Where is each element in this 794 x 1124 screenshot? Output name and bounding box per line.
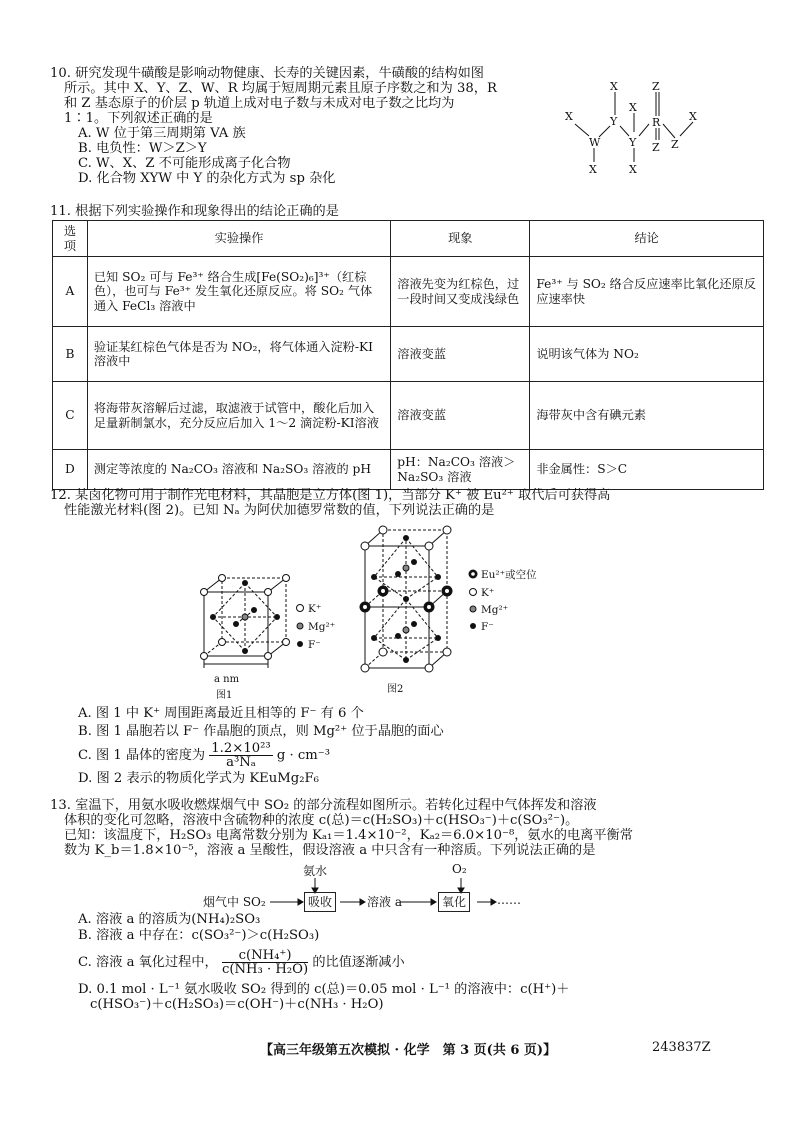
q10-option-c: C. W、X、Z 不可能形成离子化合物 [78,156,291,171]
q13-option-c [50,949,750,976]
q13-ratio-denominator: c(NH₃ · H₂O) [221,962,309,977]
row-d-label: D [53,450,88,490]
mol-w: W [589,136,601,149]
mol-z-3: Z [671,138,679,151]
mol-z-2: Z [652,141,660,154]
table-row [53,257,764,327]
table-header-row [53,221,764,257]
q13-option-d-line-1: D. 0.1 mol · L⁻¹ 氨水吸收 SO₂ 得到的 c(总)＝0.05 mol · L⁻¹ 的溶液中：c(H⁺)＋ [78,982,570,997]
q13-line-3: 已知：该温度下，H₂SO₃ 电离常数分别为 Kₐ₁＝1.4×10⁻²，Kₐ₂＝6.0×10⁻⁸，氨水的电离平衡常 [64,828,633,843]
table-header-option: 选项 [53,221,88,257]
q13-ratio-numerator: c(NH₄⁺) [222,949,308,963]
fig1-legend-mg: Mg²⁺ [308,621,336,633]
mol-x-5: X [629,163,637,176]
q13-line-4: 数为 K_b＝1.8×10⁻⁵，溶液 a 呈酸性，假设溶液 a 中只含有一种溶质。下列说法正确的是 [64,843,596,858]
q12-option-a: A. 图 1 中 K⁺ 周围距离最近且相等的 F⁻ 有 6 个 [78,706,364,721]
q12-line-1: 12. 某卤化物可用于制作光电材料，其晶胞是立方体(图 1)，当部分 K⁺ 被 Eu²⁺ 取代后可获得高 [50,488,611,503]
q12-density-fraction [209,742,272,769]
q13-ratio-fraction [222,949,308,976]
row-d-conclusion: 非金属性：S＞C [530,450,764,490]
row-a-conclusion: Fe³⁺ 与 SO₂ 络合反应速率比氧化还原反应速率快 [530,257,764,327]
experiment-table [52,220,764,490]
row-b-label: B [53,327,88,382]
mol-x-3: X [610,80,618,93]
row-c-conclusion: 海带灰中含有碘元素 [530,382,764,450]
q12-option-c-suffix: g · cm⁻³ [276,748,331,763]
q12-density-denominator: a³Nₐ [226,755,256,770]
flow-absorb-box: 吸收 [304,892,336,912]
page-footer-title: 【高三年级第五次模拟 · 化学 第 3 页(共 6 页)】 [260,1043,557,1058]
row-d-phenomenon: pH：Na₂CO₃ 溶液＞Na₂SO₃ 溶液 [391,450,530,490]
mol-x-4: X [629,101,637,114]
q12-option-d: D. 图 2 表示的物质化学式为 KEuMg₂F₆ [78,771,319,786]
absorption-flow-diagram [100,862,520,912]
flow-oxidize-box: 氧化 [438,892,470,912]
row-a-phenomenon: 溶液先变为红棕色，过一段时间又变成浅绿色 [391,257,530,327]
mol-r: R [652,116,661,129]
row-c-operation: 将海带灰溶解后过滤，取滤液于试管中，酸化后加入足量新制氯水，充分反应后加入 1～2 滴淀粉-KI溶液 [87,382,390,450]
q10-line-2: 所示。其中 X、Y、Z、W、R 均属于短周期元素且原子序数之和为 38，R [64,81,497,96]
fig2-caption: 图2 [387,684,404,695]
q13-options [50,912,750,1012]
q11-stem: 11. 根据下列实验操作和现象得出的结论正确的是 [50,204,339,219]
table-header-phenomenon: 现象 [391,221,530,257]
row-c-label: C [53,382,88,450]
table-row [53,327,764,382]
row-b-operation: 验证某红棕色气体是否为 NO₂，将气体通入淀粉-KI溶液中 [87,327,390,382]
q12-line-2: 性能激光材料(图 2)。已知 Nₐ 为阿伏加德罗常数的值，下列说法正确的是 [64,503,495,518]
fig1-caption: 图1 [216,690,233,701]
mol-x-1: X [565,110,573,123]
mol-z-1: Z [652,80,660,93]
fig1-legend-k: K⁺ [308,603,322,615]
fig2-legend-eu: Eu²⁺或空位 [481,569,537,581]
mol-x-2: X [589,163,597,176]
crystal-cell-figure-2 [355,522,555,700]
q13-option-c-prefix: C. 溶液 a 氧化过程中， [78,955,218,970]
mol-y-1: Y [610,115,618,128]
taurine-structure-diagram [563,78,713,178]
q12-density-numerator: 1.2×10²³ [211,741,271,756]
row-b-phenomenon: 溶液变蓝 [391,327,530,382]
question-11 [50,204,750,219]
row-d-operation: 测定等浓度的 Na₂CO₃ 溶液和 Na₂SO₃ 溶液的 pH [87,450,390,490]
q13-option-a: A. 溶液 a 的溶质为(NH₄)₂SO₃ [78,912,261,927]
q10-option-d: D. 化合物 XYW 中 Y 的杂化方式为 sp 杂化 [78,171,336,186]
mol-y-2: Y [629,136,637,149]
q10-line-4: 1∶1。下列叙述正确的是 [64,111,213,126]
table-row [53,450,764,490]
q13-line-1: 13. 室温下，用氨水吸收燃煤烟气中 SO₂ 的部分流程如图所示。若转化过程中气体挥发和溶液 [50,798,597,813]
row-a-label: A [53,257,88,327]
q12-options [50,706,750,786]
row-b-conclusion: 说明该气体为 NO₂ [530,327,764,382]
q13-option-d-line-2: c(HSO₃⁻)＋c(H₂SO₃)＝c(OH⁻)＋c(NH₃ · H₂O) [90,997,384,1012]
q12-option-c [50,742,750,769]
row-c-phenomenon: 溶液变蓝 [391,382,530,450]
q12-option-b: B. 图 1 晶胞若以 F⁻ 作晶胞的顶点，则 Mg²⁺ 位于晶胞的面心 [78,724,444,739]
table-row [53,382,764,450]
question-13 [50,798,750,858]
fig2-legend-f: F⁻ [481,621,494,633]
question-12 [50,488,750,518]
table-header-operation: 实验操作 [87,221,390,257]
q10-option-b: B. 电负性：W＞Z＞Y [78,141,207,156]
page-footer-code: 243837Z [652,1040,711,1055]
q10-option-a: A. W 位于第三周期第 VA 族 [78,126,246,141]
flow-oxygen-label: O₂ [452,862,467,876]
row-a-operation: 已知 SO₂ 可与 Fe³⁺ 络合生成[Fe(SO₂)₆]³⁺（红棕色），也可与 Fe³⁺ 发生氧化还原反应。将 SO₂ 气体通入 FeCl₃ 溶液中 [87,257,390,327]
q10-line-1: 10. 研究发现牛磺酸是影响动物健康、长寿的关键因素，牛磺酸的结构如图 [50,66,484,81]
q13-line-2: 体积的变化可忽略，溶液中含硫物种的浓度 c(总)＝c(H₂SO₃)＋c(HSO₃⁻)＋c(SO₃²⁻)。 [64,813,579,828]
q13-option-c-suffix: 的比值逐渐减小 [312,955,405,970]
crystal-cell-figure-1 [188,572,338,702]
fig2-legend-k: K⁺ [481,587,495,599]
table-header-conclusion: 结论 [530,221,764,257]
q10-line-3: 和 Z 基态原子的价层 p 轨道上成对电子数与未成对电子数之比均为 [64,96,455,111]
q12-option-c-prefix: C. 图 1 晶体的密度为 [78,748,206,763]
flow-ammonia-label: 氨水 [303,864,328,878]
mol-x-6: X [689,110,697,123]
flow-ellipsis: …… [497,893,521,907]
fig1-legend-f: F⁻ [308,639,321,651]
flow-flue-gas: 烟气中 SO₂ [203,895,266,909]
flow-solution-a: 溶液 a [367,895,402,909]
fig1-axis-label: a nm [214,674,240,685]
q13-option-b: B. 溶液 a 中存在：c(SO₃²⁻)＞c(H₂SO₃) [78,928,320,943]
fig2-legend-mg: Mg²⁺ [481,604,509,616]
